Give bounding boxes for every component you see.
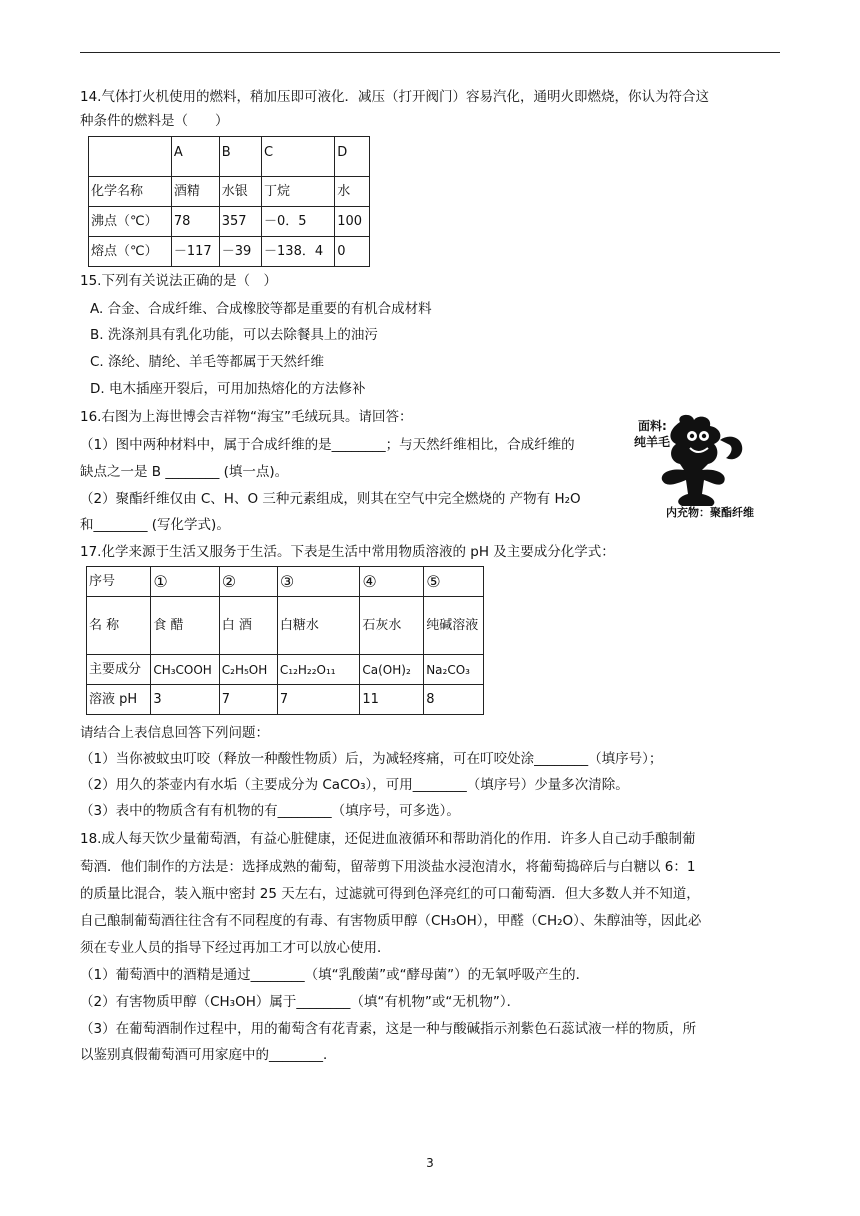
q16-line2: 缺点之一是 B ________ (填一点)。 <box>80 464 289 480</box>
table-cell: ④ <box>360 567 424 597</box>
table-cell: 主要成分 <box>87 655 151 685</box>
table-cell: ⑤ <box>424 567 484 597</box>
q18-line: 萄酒．他们制作的方法是：选择成熟的葡萄，留蒂剪下用淡盐水浸泡清水，将葡萄捣碎后与白糖以 6：1 <box>80 859 696 875</box>
table-cell: －117 <box>171 237 219 267</box>
q18-line: 18.成人每天饮少量葡萄酒，有益心脏健康，还促进血液循环和帮助消化的作用．许多人自己动手酿制葡 <box>80 831 696 847</box>
table-cell: 名 称 <box>87 597 151 655</box>
table-cell: 7 <box>277 685 360 715</box>
q14-table <box>88 136 370 267</box>
q15-stem: 15.下列有关说法正确的是（ ） <box>80 273 277 289</box>
q15-option-d: D. 电木插座开裂后，可用加热熔化的方法修补 <box>90 381 366 397</box>
q15-option-a: A. 合金、合成纤维、合成橡胶等都是重要的有机合成材料 <box>90 301 432 317</box>
table-row <box>89 177 370 207</box>
page-number: 3 <box>426 1156 434 1170</box>
q14-th <box>89 137 172 177</box>
q14-table-header-row <box>89 137 370 177</box>
table-cell: 8 <box>424 685 484 715</box>
table-cell: －138．4 <box>262 237 335 267</box>
q16-line3: （2）聚酯纤维仅由 C、H、O 三种元素组成，则其在空气中完全燃烧的 产物有 H₂O <box>80 491 581 507</box>
table-cell: 丁烷 <box>262 177 335 207</box>
table-cell: 沸点（℃） <box>89 207 172 237</box>
q17-part2: （2）用久的茶壶内有水垢（主要成分为 CaCO₃），可用________（填序号）少量多次清除。 <box>80 777 629 793</box>
table-cell: 溶液 pH <box>87 685 151 715</box>
q18-part2: （2）有害物质甲醇（CH₃OH）属于________（填“有机物”或“无机物”）． <box>80 994 521 1010</box>
q17-stem: 17.化学来源于生活又服务于生活。下表是生活中常用物质溶液的 pH 及主要成分化学式： <box>80 544 615 560</box>
table-cell: －39 <box>219 237 261 267</box>
q18-part3b: 以鉴别真假葡萄酒可用家庭中的________． <box>80 1047 337 1063</box>
table-cell: －0．5 <box>262 207 335 237</box>
table-cell: 熔点（℃） <box>89 237 172 267</box>
table-cell: 白 酒 <box>219 597 277 655</box>
q15-option-c: C. 涤纶、腈纶、羊毛等都属于天然纤维 <box>90 354 325 370</box>
table-cell: 水银 <box>219 177 261 207</box>
table-cell: 纯碱溶液 <box>424 597 484 655</box>
toy-label-bottom: 内充物：聚酯纤维 <box>666 506 754 519</box>
table-row <box>87 655 484 685</box>
table-cell: 白糖水 <box>277 597 360 655</box>
q18-part1: （1）葡萄酒中的酒精是通过________（填“乳酸菌”或“酵母菌”）的无氧呼吸产生的． <box>80 967 590 983</box>
q18-line: 的质量比混合，装入瓶中密封 25 天左右，过滤就可得到色泽亮红的可口葡萄酒．但大多数人并不知道， <box>80 886 700 902</box>
toy-label-top2: 纯羊毛 <box>634 435 671 449</box>
q18-part3a: （3）在葡萄酒制作过程中，用的葡萄含有花青素，这是一种与酸碱指示剂紫色石蕊试液一样的物质，所 <box>80 1021 697 1037</box>
table-cell: ① <box>151 567 219 597</box>
q16-line4: 和________ (写化学式)。 <box>80 517 230 533</box>
q16-line1: （1）图中两种材料中，属于合成纤维的是________；与天然纤维相比，合成纤维的 <box>80 437 575 453</box>
q16-stem: 16.右图为上海世博会吉祥物“海宝”毛绒玩具。请回答： <box>80 409 413 425</box>
table-cell: 357 <box>219 207 261 237</box>
q17-part1: （1）当你被蚊虫叮咬（释放一种酸性物质）后，为减轻疼痛，可在叮咬处涂________（填序号）； <box>80 751 663 767</box>
table-cell: 100 <box>335 207 370 237</box>
table-cell: Na₂CO₃ <box>424 655 484 685</box>
table-cell: 3 <box>151 685 219 715</box>
table-cell: 酒精 <box>171 177 219 207</box>
q18-line: 须在专业人员的指导下经过再加工才可以放心使用． <box>80 940 391 956</box>
q17-intro: 请结合上表信息回答下列问题： <box>80 725 269 741</box>
q14-line2: 种条件的燃料是（ ） <box>80 113 229 129</box>
table-cell: C₂H₅OH <box>219 655 277 685</box>
table-cell: CH₃COOH <box>151 655 219 685</box>
table-row <box>87 567 484 597</box>
q14-th: C <box>262 137 335 177</box>
q18-line: 自己酿制葡萄酒往往含有不同程度的有毒、有害物质甲醇（CH₃OH），甲醛（CH₂O）、朱醇油等，因此必 <box>80 913 702 929</box>
table-cell: ③ <box>277 567 360 597</box>
table-cell: Ca(OH)₂ <box>360 655 424 685</box>
q14-th: A <box>171 137 219 177</box>
table-row <box>89 207 370 237</box>
table-cell: 序号 <box>87 567 151 597</box>
table-row <box>87 685 484 715</box>
q17-table <box>86 566 484 715</box>
table-cell: 石灰水 <box>360 597 424 655</box>
haibao-toy-figure <box>632 410 780 520</box>
table-cell: ② <box>219 567 277 597</box>
table-row <box>89 237 370 267</box>
table-cell: 水 <box>335 177 370 207</box>
table-cell: 11 <box>360 685 424 715</box>
table-cell: 食 醋 <box>151 597 219 655</box>
table-cell: 78 <box>171 207 219 237</box>
haibao-mascot-icon <box>632 410 780 520</box>
q14-th: B <box>219 137 261 177</box>
header-rule <box>80 52 780 53</box>
q14-th: D <box>335 137 370 177</box>
table-cell: 化学名称 <box>89 177 172 207</box>
table-cell: 7 <box>219 685 277 715</box>
q14-line1: 14.气体打火机使用的燃料，稍加压即可液化．减压（打开阀门）容易汽化，通明火即燃烧，你认为符合这 <box>80 89 709 105</box>
toy-label-top1: 面料: <box>638 419 667 433</box>
q15-option-b: B. 洗涤剂具有乳化功能，可以去除餐具上的油污 <box>90 327 378 343</box>
q17-part3: （3）表中的物质含有有机物的有________（填序号，可多选）。 <box>80 803 460 819</box>
table-cell: 0 <box>335 237 370 267</box>
table-cell: C₁₂H₂₂O₁₁ <box>277 655 360 685</box>
table-row <box>87 597 484 655</box>
